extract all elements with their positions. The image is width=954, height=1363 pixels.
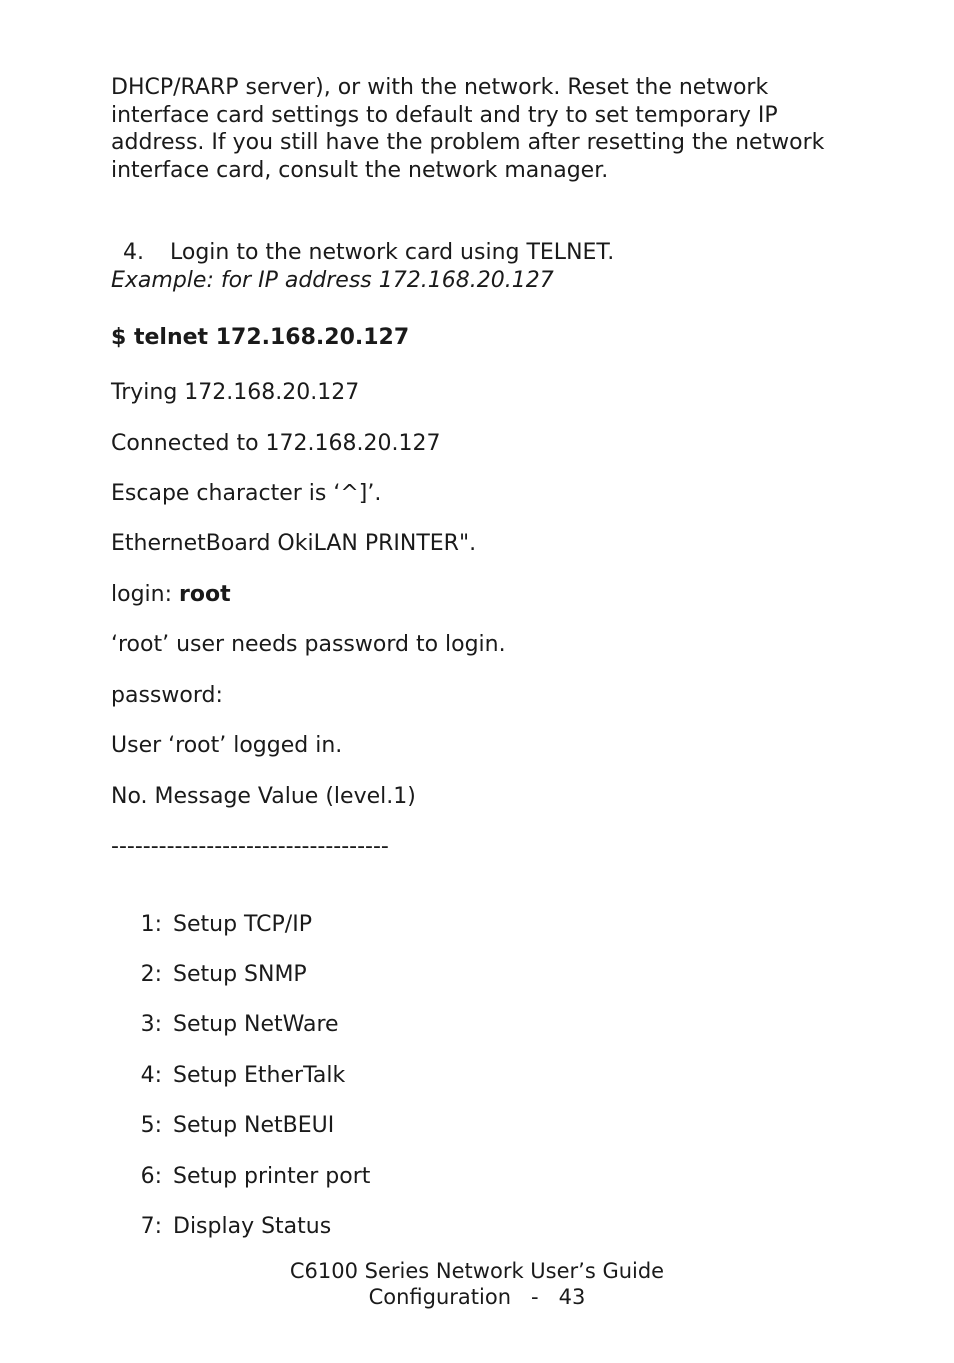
intro-line: DHCP/RARP server), or with the network. Reset the network bbox=[111, 75, 769, 100]
menu-item bbox=[110, 1035, 345, 1089]
menu-item bbox=[110, 1136, 370, 1190]
menu-item-number: 4: bbox=[140, 1063, 162, 1088]
menu-item-number: 6: bbox=[140, 1164, 162, 1189]
password-line: password: bbox=[111, 683, 223, 708]
menu-item-label: Setup NetWare bbox=[173, 1012, 339, 1037]
menu-item bbox=[110, 1085, 334, 1139]
login-label: login: bbox=[111, 582, 179, 607]
step-number: 4. bbox=[123, 240, 144, 265]
menu-item-label: Setup EtherTalk bbox=[173, 1063, 346, 1088]
menu-item-label: Setup printer port bbox=[173, 1164, 371, 1189]
menu-item bbox=[110, 1186, 331, 1240]
menu-item-label: Setup SNMP bbox=[173, 962, 307, 987]
needs-password-line: ‘root’ user needs password to login. bbox=[111, 632, 506, 657]
menu-header: No. Message Value (level.1) bbox=[111, 784, 416, 809]
login-value: root bbox=[179, 582, 231, 607]
telnet-command: $ telnet 172.168.20.127 bbox=[111, 325, 410, 350]
menu-item-number: 3: bbox=[140, 1012, 162, 1037]
intro-line: address. If you still have the problem after resetting the network bbox=[111, 130, 825, 155]
connected-line: Connected to 172.168.20.127 bbox=[111, 431, 441, 456]
escape-line: Escape character is ‘^]’. bbox=[111, 481, 382, 506]
menu-item-label: Setup NetBEUI bbox=[173, 1113, 335, 1138]
menu-item bbox=[110, 984, 339, 1038]
menu-item-label: Display Status bbox=[173, 1214, 332, 1239]
menu-item-label: Setup TCP/IP bbox=[173, 912, 312, 937]
intro-line: interface card settings to default and try to set temporary IP bbox=[111, 102, 778, 128]
step-text: Login to the network card using TELNET. bbox=[170, 240, 615, 265]
logged-in-line: User ‘root’ logged in. bbox=[111, 733, 343, 758]
trying-line: Trying 172.168.20.127 bbox=[111, 380, 360, 405]
intro-line: interface card, consult the network manager. bbox=[111, 157, 609, 183]
menu-item bbox=[110, 934, 307, 988]
menu-separator: ----------------------------------- bbox=[111, 834, 389, 859]
menu-item-number: 7: bbox=[140, 1214, 162, 1239]
menu-item-number: 5: bbox=[140, 1113, 162, 1138]
step-4 bbox=[90, 212, 614, 266]
login-line bbox=[111, 581, 231, 608]
menu-item-number: 1: bbox=[140, 912, 162, 937]
intro-paragraph bbox=[111, 74, 881, 184]
menu-item-number: 2: bbox=[140, 962, 162, 987]
page-footer bbox=[0, 1258, 954, 1310]
board-line: EthernetBoard OkiLAN PRINTER". bbox=[111, 531, 477, 556]
example-caption: Example: for IP address 172.168.20.127 bbox=[111, 268, 554, 293]
footer-section-page: Configuration - 43 bbox=[368, 1285, 586, 1309]
menu-item bbox=[110, 884, 312, 938]
footer-guide-title: C6100 Series Network User’s Guide bbox=[289, 1259, 665, 1283]
